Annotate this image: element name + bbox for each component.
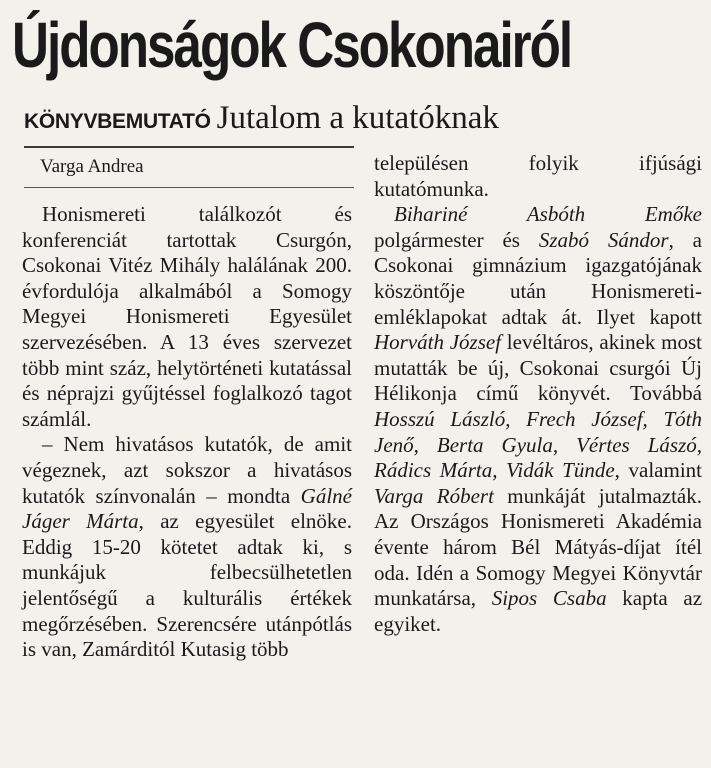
paragraph: Honismereti találkozót és konferenciát tartottak Csurgón, Csokonai Vitéz Mihály halálának 200. évfordulója alkalmából a Somogy Megyei Honismereti Egyesület szervezésében. A 13 éves szervezet több mint száz, helytörténeti kutatással és néprajzi gyűjtéssel foglalkozó tagot számlál.	[22, 202, 352, 431]
person-name: Horváth József	[374, 330, 502, 355]
text-run: munkáját jutalmazták. Az Országos Honismereti Akadémia évente három Bél Mátyás-díjat ítél oda. Idén a Somogy Megyei Könyvtár munkatársa,	[374, 483, 702, 611]
byline: Varga Andrea	[40, 156, 144, 177]
text-run: kapta az egyiket.	[374, 586, 703, 636]
person-names-list: Hosszú László, Frech József, Tóth Jenő, Berta Gyula, Vértes Lászó, Rádics Márta, Vidák Tünde	[374, 406, 702, 483]
left-column	[22, 202, 352, 663]
header-rule	[24, 146, 354, 148]
section-kicker: KÖNYVBEMUTATÓ	[24, 110, 211, 133]
byline-rule	[24, 187, 354, 188]
headline: Újdonságok Csokonairól	[12, 9, 572, 81]
person-name: Szabó Sándor	[538, 227, 669, 252]
subheading	[24, 100, 499, 137]
person-name: Varga Róbert	[374, 483, 494, 508]
paragraph-continued: településen folyik ifjúsági kutatómunka.	[374, 151, 702, 201]
right-column	[374, 151, 702, 637]
text-run: levéltáros, akinek most mutatták be új, Csokonai csurgói Új Hélikonja című könyvét. Továbbá	[374, 330, 702, 406]
person-name: Bihariné Asbóth Emőke	[394, 202, 702, 227]
subtitle: Jutalom a kutatóknak	[216, 100, 499, 136]
text-run: polgármester és	[374, 227, 539, 252]
text-run: , az egyesület elnöke. Eddig 15-20 kötetet adtak ki, s munkájuk felbecsülhetetlen jelentőségű a kulturális értékek megőrzésében. Szerencsére utánpótlás is van, Zamárditól Kutasig több	[22, 509, 352, 662]
person-name: Sipos Csaba	[491, 586, 607, 611]
text-run: , valamint	[614, 458, 702, 483]
paragraph-quote	[22, 432, 352, 662]
text-run: – Nem hivatásos kutatók, de amit végeznek, azt sokszor a hivatásos kutatók színvonalán – mondta	[22, 432, 352, 508]
paragraph-awards	[374, 202, 702, 637]
text-run: , a Csokonai gimnázium igazgatójának köszöntője után Honismereti-emléklapokat adtak át. Ilyet kapott	[374, 227, 702, 329]
person-name: Gálné Jáger Márta	[22, 483, 352, 534]
